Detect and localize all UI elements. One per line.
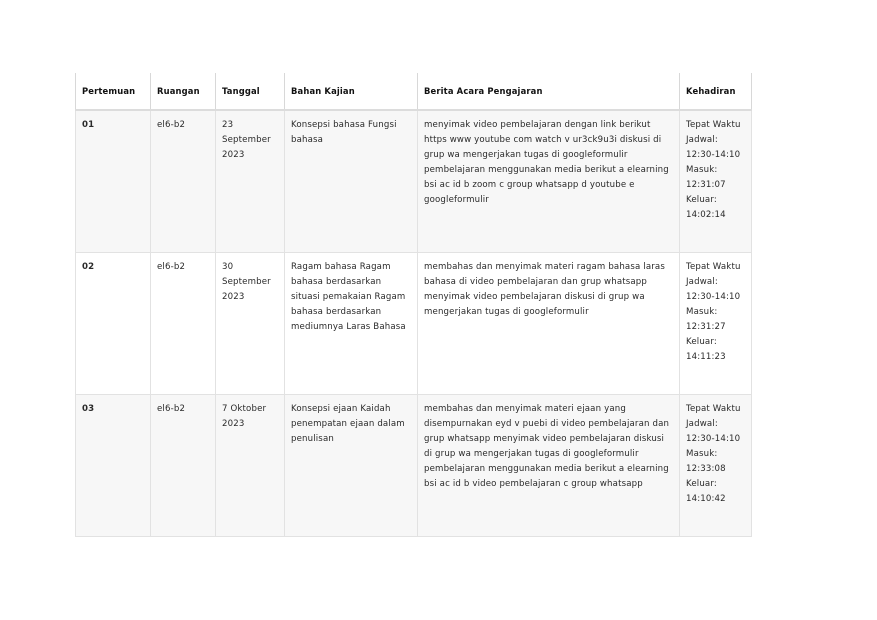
meeting-number: 02 <box>76 253 151 395</box>
date-cell: 30 September 2023 <box>216 253 285 395</box>
attendance-schedule: Jadwal: 12:30-14:10 <box>686 277 741 302</box>
date-cell: 23 September 2023 <box>216 110 285 253</box>
table-header-row <box>76 73 752 110</box>
attendance-status: Tepat Waktu <box>686 404 741 414</box>
attendance-in: Masuk: 12:31:07 <box>686 165 726 190</box>
minutes-cell: membahas dan menyimak materi ejaan yang disempurnakan eyd v puebi di video pembelajaran dan grup whatsapp menyimak video pembelajaran diskusi di grup wa mengerjakan tugas di googleformulir pembelajaran menggunakan media berikut a elearning bsi ac id b video pembelajaran c group whatsapp <box>418 395 680 537</box>
attendance-out: Keluar: 14:02:14 <box>686 195 726 220</box>
topic-cell: Ragam bahasa Ragam bahasa berdasarkan situasi pemakaian Ragam bahasa berdasarkan mediumnya Laras Bahasa <box>285 253 418 395</box>
room-cell: el6-b2 <box>151 110 216 253</box>
attendance-out: Keluar: 14:11:23 <box>686 337 726 362</box>
meeting-number: 03 <box>76 395 151 537</box>
table-row <box>76 395 752 537</box>
header-room: Ruangan <box>151 73 216 110</box>
minutes-cell: membahas dan menyimak materi ragam bahasa laras bahasa di video pembelajaran dan grup whatsapp menyimak video pembelajaran diskusi di grup wa mengerjakan tugas di googleformulir <box>418 253 680 395</box>
attendance-cell <box>680 253 752 395</box>
attendance-schedule: Jadwal: 12:30-14:10 <box>686 419 741 444</box>
date-cell: 7 Oktober 2023 <box>216 395 285 537</box>
table-row <box>76 110 752 253</box>
meeting-table <box>75 73 752 537</box>
attendance-status: Tepat Waktu <box>686 262 741 272</box>
meeting-number: 01 <box>76 110 151 253</box>
table-row <box>76 253 752 395</box>
attendance-in: Masuk: 12:31:27 <box>686 307 726 332</box>
header-minutes: Berita Acara Pengajaran <box>418 73 680 110</box>
topic-cell: Konsepsi bahasa Fungsi bahasa <box>285 110 418 253</box>
attendance-cell <box>680 110 752 253</box>
attendance-cell <box>680 395 752 537</box>
room-cell: el6-b2 <box>151 395 216 537</box>
room-cell: el6-b2 <box>151 253 216 395</box>
attendance-out: Keluar: 14:10:42 <box>686 479 726 504</box>
attendance-status: Tepat Waktu <box>686 120 741 130</box>
header-topic: Bahan Kajian <box>285 73 418 110</box>
header-date: Tanggal <box>216 73 285 110</box>
topic-cell: Konsepsi ejaan Kaidah penempatan ejaan dalam penulisan <box>285 395 418 537</box>
header-meeting: Pertemuan <box>76 73 151 110</box>
attendance-in: Masuk: 12:33:08 <box>686 449 726 474</box>
header-attendance: Kehadiran <box>680 73 752 110</box>
attendance-schedule: Jadwal: 12:30-14:10 <box>686 135 741 160</box>
minutes-cell: menyimak video pembelajaran dengan link berikut https www youtube com watch v ur3ck9u3i diskusi di grup wa mengerjakan tugas di googleformulir pembelajaran menggunakan media berikut a elearning bsi ac id b zoom c group whatsapp d youtube e googleformulir <box>418 110 680 253</box>
